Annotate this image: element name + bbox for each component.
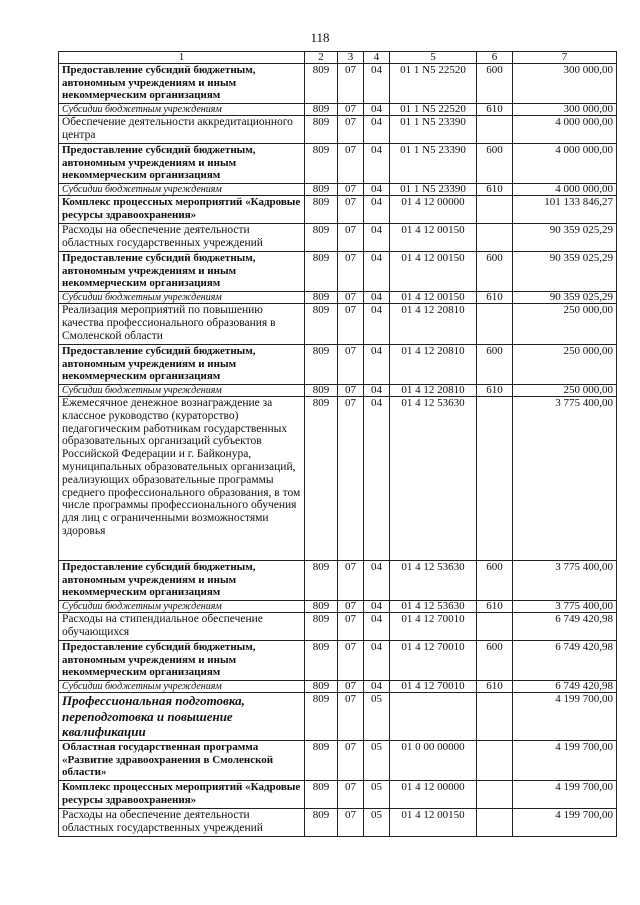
section-code-cell: 07	[338, 104, 364, 116]
amount-cell: 3 775 400,00	[513, 397, 617, 561]
ministry-code-cell: 809	[305, 292, 338, 304]
ministry-code-cell: 809	[305, 304, 338, 345]
ministry-code-cell: 809	[305, 601, 338, 613]
amount-cell: 4 000 000,00	[513, 184, 617, 196]
row-name-cell: Расходы на обеспечение деятельности областных государственных учреждений	[59, 809, 305, 837]
column-number-header-row	[59, 52, 617, 64]
target-article-cell: 01 4 12 53630	[390, 397, 477, 561]
target-article-cell: 01 4 12 20810	[390, 304, 477, 345]
target-article-cell: 01 1 N5 23390	[390, 144, 477, 184]
subsection-code-cell: 05	[364, 781, 390, 809]
section-code-cell: 07	[338, 64, 364, 104]
section-code-cell: 07	[338, 184, 364, 196]
table-row	[59, 397, 617, 561]
subsection-code-cell: 04	[364, 641, 390, 681]
expense-type-cell	[477, 809, 513, 837]
ministry-code-cell: 809	[305, 741, 338, 781]
subsection-code-cell: 04	[364, 184, 390, 196]
section-code-cell: 07	[338, 681, 364, 693]
subsection-code-cell: 04	[364, 64, 390, 104]
target-article-cell: 01 4 12 00000	[390, 781, 477, 809]
expense-type-cell	[477, 741, 513, 781]
row-name-cell: Субсидии бюджетным учреждениям	[59, 292, 305, 304]
ministry-code-cell: 809	[305, 184, 338, 196]
target-article-cell: 01 4 12 20810	[390, 345, 477, 385]
table-row	[59, 681, 617, 693]
amount-cell: 6 749 420,98	[513, 613, 617, 641]
subsection-code-cell: 05	[364, 741, 390, 781]
subsection-code-cell: 05	[364, 693, 390, 741]
subsection-code-cell: 04	[364, 224, 390, 252]
target-article-cell: 01 1 N5 23390	[390, 184, 477, 196]
ministry-code-cell: 809	[305, 681, 338, 693]
row-name-cell: Областная государственная программа «Развитие здравоохранения в Смоленской области»	[59, 741, 305, 781]
section-code-cell: 07	[338, 292, 364, 304]
row-name-cell: Предоставление субсидий бюджетным, автономным учреждениям и иным некоммерческим организациям	[59, 252, 305, 292]
expense-type-cell: 610	[477, 292, 513, 304]
target-article-cell: 01 4 12 20810	[390, 385, 477, 397]
target-article-cell: 01 0 00 00000	[390, 741, 477, 781]
section-code-cell: 07	[338, 252, 364, 292]
row-name-cell: Субсидии бюджетным учреждениям	[59, 385, 305, 397]
row-name-cell: Расходы на обеспечение деятельности областных государственных учреждений	[59, 224, 305, 252]
subsection-code-cell: 04	[364, 252, 390, 292]
column-number-6: 6	[477, 52, 513, 64]
table-row	[59, 693, 617, 741]
target-article-cell: 01 4 12 00150	[390, 292, 477, 304]
expense-type-cell: 600	[477, 252, 513, 292]
table-row	[59, 613, 617, 641]
table-row	[59, 224, 617, 252]
column-number-5: 5	[390, 52, 477, 64]
row-name-cell: Субсидии бюджетным учреждениям	[59, 681, 305, 693]
row-name-cell: Ежемесячное денежное вознаграждение за классное руководство (кураторство) педагогическим работникам государственных образовательных организаций субъектов Российской Федерации и г. Байконура, муниципальных образовательных организаций, реализующих образовательные программы среднего профессионального образования, в том числе программы профессионального обучения для лиц с ограниченными возможностями здоровья	[59, 397, 305, 561]
column-number-4: 4	[364, 52, 390, 64]
amount-cell: 4 199 700,00	[513, 741, 617, 781]
section-code-cell: 07	[338, 385, 364, 397]
expense-type-cell	[477, 224, 513, 252]
amount-cell: 4 199 700,00	[513, 693, 617, 741]
amount-cell: 300 000,00	[513, 64, 617, 104]
amount-cell: 6 749 420,98	[513, 641, 617, 681]
subsection-code-cell: 04	[364, 144, 390, 184]
amount-cell: 90 359 025,29	[513, 224, 617, 252]
subsection-code-cell: 04	[364, 681, 390, 693]
amount-cell: 4 199 700,00	[513, 809, 617, 837]
expense-type-cell: 610	[477, 104, 513, 116]
section-code-cell: 07	[338, 809, 364, 837]
expense-type-cell	[477, 397, 513, 561]
column-number-1: 1	[59, 52, 305, 64]
target-article-cell: 01 4 12 70010	[390, 681, 477, 693]
subsection-code-cell: 04	[364, 116, 390, 144]
ministry-code-cell: 809	[305, 196, 338, 224]
ministry-code-cell: 809	[305, 809, 338, 837]
table-row	[59, 741, 617, 781]
amount-cell: 250 000,00	[513, 385, 617, 397]
subsection-code-cell: 05	[364, 809, 390, 837]
table-row	[59, 345, 617, 385]
subsection-code-cell: 04	[364, 561, 390, 601]
row-name-cell: Субсидии бюджетным учреждениям	[59, 601, 305, 613]
amount-cell: 4 199 700,00	[513, 781, 617, 809]
subsection-code-cell: 04	[364, 345, 390, 385]
subsection-code-cell: 04	[364, 613, 390, 641]
budget-table	[58, 51, 617, 837]
page-number: 118	[310, 30, 330, 45]
amount-cell: 90 359 025,29	[513, 252, 617, 292]
amount-cell: 250 000,00	[513, 345, 617, 385]
section-code-cell: 07	[338, 601, 364, 613]
ministry-code-cell: 809	[305, 345, 338, 385]
target-article-cell: 01 1 N5 23390	[390, 116, 477, 144]
table-row	[59, 104, 617, 116]
table-row	[59, 184, 617, 196]
table-row	[59, 64, 617, 104]
target-article-cell: 01 4 12 00150	[390, 809, 477, 837]
expense-type-cell	[477, 116, 513, 144]
expense-type-cell: 610	[477, 385, 513, 397]
amount-cell: 90 359 025,29	[513, 292, 617, 304]
target-article-cell: 01 4 12 70010	[390, 613, 477, 641]
ministry-code-cell: 809	[305, 561, 338, 601]
target-article-cell: 01 4 12 53630	[390, 601, 477, 613]
table-row	[59, 252, 617, 292]
amount-cell: 101 133 846,27	[513, 196, 617, 224]
ministry-code-cell: 809	[305, 397, 338, 561]
target-article-cell: 01 1 N5 22520	[390, 104, 477, 116]
amount-cell: 300 000,00	[513, 104, 617, 116]
section-code-cell: 07	[338, 397, 364, 561]
subsection-code-cell: 04	[364, 104, 390, 116]
ministry-code-cell: 809	[305, 104, 338, 116]
amount-cell: 4 000 000,00	[513, 116, 617, 144]
target-article-cell	[390, 693, 477, 741]
table-row	[59, 292, 617, 304]
expense-type-cell: 610	[477, 681, 513, 693]
subsection-code-cell: 04	[364, 601, 390, 613]
subsection-code-cell: 04	[364, 292, 390, 304]
row-name-cell: Обеспечение деятельности аккредитационного центра	[59, 116, 305, 144]
section-code-cell: 07	[338, 613, 364, 641]
ministry-code-cell: 809	[305, 64, 338, 104]
row-name-cell: Предоставление субсидий бюджетным, автономным учреждениям и иным некоммерческим организациям	[59, 144, 305, 184]
expense-type-cell	[477, 693, 513, 741]
table-row	[59, 641, 617, 681]
row-name-cell: Субсидии бюджетным учреждениям	[59, 104, 305, 116]
target-article-cell: 01 4 12 70010	[390, 641, 477, 681]
expense-type-cell: 600	[477, 561, 513, 601]
ministry-code-cell: 809	[305, 385, 338, 397]
row-name-cell: Предоставление субсидий бюджетным, автономным учреждениям и иным некоммерческим организациям	[59, 641, 305, 681]
expense-type-cell: 600	[477, 641, 513, 681]
section-code-cell: 07	[338, 781, 364, 809]
ministry-code-cell: 809	[305, 116, 338, 144]
ministry-code-cell: 809	[305, 693, 338, 741]
table-row	[59, 781, 617, 809]
amount-cell: 250 000,00	[513, 304, 617, 345]
row-name-cell: Предоставление субсидий бюджетным, автономным учреждениям и иным некоммерческим организациям	[59, 64, 305, 104]
table-row	[59, 144, 617, 184]
subsection-code-cell: 04	[364, 385, 390, 397]
column-number-2: 2	[305, 52, 338, 64]
target-article-cell: 01 1 N5 22520	[390, 64, 477, 104]
section-code-cell: 07	[338, 345, 364, 385]
amount-cell: 6 749 420,98	[513, 681, 617, 693]
expense-type-cell	[477, 304, 513, 345]
row-name-cell: Комплекс процессных мероприятий «Кадровые ресурсы здравоохранения»	[59, 196, 305, 224]
expense-type-cell: 610	[477, 184, 513, 196]
ministry-code-cell: 809	[305, 781, 338, 809]
expense-type-cell	[477, 196, 513, 224]
amount-cell: 3 775 400,00	[513, 561, 617, 601]
section-code-cell: 07	[338, 304, 364, 345]
row-name-cell: Комплекс процессных мероприятий «Кадровые ресурсы здравоохранения»	[59, 781, 305, 809]
section-code-cell: 07	[338, 561, 364, 601]
section-code-cell: 07	[338, 693, 364, 741]
table-row	[59, 809, 617, 837]
row-name-cell: Предоставление субсидий бюджетным, автономным учреждениям и иным некоммерческим организациям	[59, 561, 305, 601]
amount-cell: 3 775 400,00	[513, 601, 617, 613]
column-number-3: 3	[338, 52, 364, 64]
section-code-cell: 07	[338, 224, 364, 252]
ministry-code-cell: 809	[305, 224, 338, 252]
budget-table-body	[59, 52, 617, 837]
expense-type-cell	[477, 781, 513, 809]
section-code-cell: 07	[338, 641, 364, 681]
ministry-code-cell: 809	[305, 144, 338, 184]
expense-type-cell: 600	[477, 144, 513, 184]
section-code-cell: 07	[338, 196, 364, 224]
row-name-cell: Субсидии бюджетным учреждениям	[59, 184, 305, 196]
subsection-code-cell: 04	[364, 196, 390, 224]
section-code-cell: 07	[338, 741, 364, 781]
table-row	[59, 601, 617, 613]
expense-type-cell	[477, 613, 513, 641]
table-row	[59, 561, 617, 601]
target-article-cell: 01 4 12 53630	[390, 561, 477, 601]
row-name-cell: Реализация мероприятий по повышению качества профессионального образования в Смоленской области	[59, 304, 305, 345]
expense-type-cell: 600	[477, 64, 513, 104]
ministry-code-cell: 809	[305, 641, 338, 681]
section-code-cell: 07	[338, 116, 364, 144]
target-article-cell: 01 4 12 00000	[390, 196, 477, 224]
column-number-7: 7	[513, 52, 617, 64]
target-article-cell: 01 4 12 00150	[390, 224, 477, 252]
amount-cell: 4 000 000,00	[513, 144, 617, 184]
table-row	[59, 385, 617, 397]
subsection-code-cell: 04	[364, 304, 390, 345]
table-row	[59, 196, 617, 224]
expense-type-cell: 610	[477, 601, 513, 613]
ministry-code-cell: 809	[305, 613, 338, 641]
row-name-cell: Предоставление субсидий бюджетным, автономным учреждениям и иным некоммерческим организациям	[59, 345, 305, 385]
ministry-code-cell: 809	[305, 252, 338, 292]
table-row	[59, 116, 617, 144]
section-code-cell: 07	[338, 144, 364, 184]
subsection-code-cell: 04	[364, 397, 390, 561]
expense-type-cell: 600	[477, 345, 513, 385]
row-name-cell: Расходы на стипендиальное обеспечение обучающихся	[59, 613, 305, 641]
target-article-cell: 01 4 12 00150	[390, 252, 477, 292]
table-row	[59, 304, 617, 345]
row-name-cell: Профессиональная подготовка, переподготовка и повышение квалификации	[59, 693, 305, 741]
